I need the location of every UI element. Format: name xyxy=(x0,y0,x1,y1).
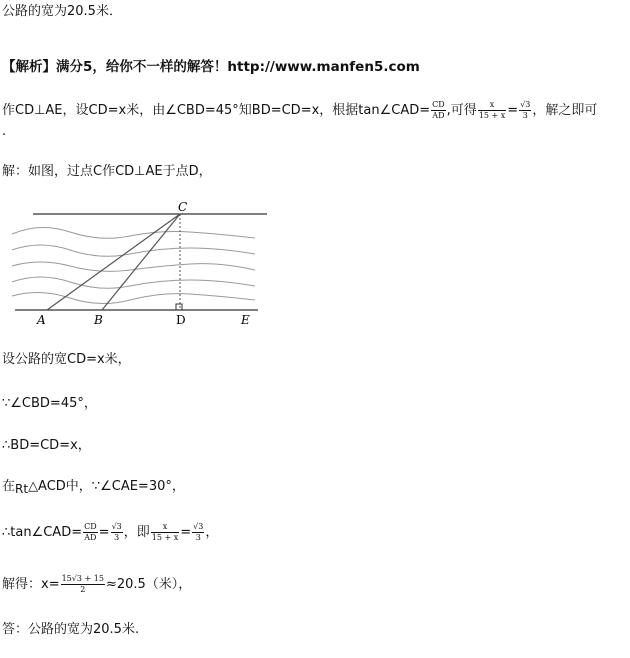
step-1: 设公路的宽CD=x米， xyxy=(2,352,131,367)
fraction-numerator: CD xyxy=(432,100,445,109)
fraction-cd-ad xyxy=(431,100,446,121)
fraction-denominator: 15 + x xyxy=(151,533,179,542)
step-6-a: 解得：x= xyxy=(2,577,60,592)
fraction-solution xyxy=(61,574,105,595)
step-4 xyxy=(2,478,185,495)
fraction-numerator: √3 xyxy=(111,522,122,531)
step-4-rt: Rt xyxy=(15,482,29,496)
step-6 xyxy=(2,574,191,595)
fraction-denominator: AD xyxy=(84,533,97,542)
fraction-numerator: √3 xyxy=(520,100,531,109)
step-5: ∴tan∠CAD= $\frac{CD}{AD}$ = $\frac{√3}{3}$ ，即 $\frac{x}{15 + x}$ = $\frac{√3}{3}$ ， xyxy=(2,522,219,542)
fraction-sqrt3-3 xyxy=(519,100,531,121)
step-6-b: ≈20.5（米）， xyxy=(105,577,192,592)
label-a: A xyxy=(37,313,46,327)
label-b: B xyxy=(94,313,103,327)
fraction-sqrt3-3-2 xyxy=(111,522,123,543)
fraction-numerator: √3 xyxy=(193,522,204,531)
fraction-numerator: x xyxy=(478,100,506,111)
analysis-paragraph: 作CD⊥AE，设CD=x米，由∠CBD=45°知BD=CD=x，根据tan∠CAD= $\frac{CD}{AD}$ ,可得 $\frac{x}{15 + x}$ = $\frac{√3}{3}$ ，解之即可 xyxy=(2,100,598,120)
step-5-a: ∴tan∠CAD= xyxy=(2,525,83,540)
step-5-c: ， xyxy=(205,525,219,540)
fraction-numerator: x xyxy=(151,522,179,533)
fraction-denominator: 3 xyxy=(195,533,201,542)
analysis-title: 【解析】满分5，给你不一样的解答！http://www.manfen5.com xyxy=(2,59,420,75)
analysis-text-1: 作CD⊥AE，设CD=x米，由∠CBD=45°知BD=CD=x，根据tan∠CAD= xyxy=(2,103,431,118)
fraction-denominator: 2 xyxy=(80,585,86,594)
analysis-text-3: ，解之即可 xyxy=(532,103,598,118)
river-waves xyxy=(12,227,255,303)
step-5-b: ，即 xyxy=(123,525,150,540)
final-answer: 答：公路的宽为20.5米. xyxy=(2,622,140,637)
solution-intro: 解：如图，过点C作CD⊥AE于点D， xyxy=(2,164,212,179)
step-2: ∵∠CBD=45°， xyxy=(2,396,97,411)
fraction-numerator: 15√3 + 15 xyxy=(61,574,104,583)
analysis-tail: . xyxy=(2,124,7,139)
label-c: C xyxy=(178,200,188,214)
fraction-denominator: 3 xyxy=(522,111,528,120)
fraction-cd-ad-2 xyxy=(83,522,98,543)
road-river-figure xyxy=(0,192,280,332)
analysis-text-2: ,可得 xyxy=(446,103,477,118)
label-e: E xyxy=(241,313,250,327)
right-angle-mark xyxy=(176,304,182,310)
fraction-x-15x xyxy=(478,100,506,121)
top-answer: 公路的宽为20.5米． xyxy=(2,4,122,19)
fraction-denominator: 3 xyxy=(114,533,120,542)
step-3: ∴BD=CD=x， xyxy=(2,438,91,453)
fraction-denominator: AD xyxy=(432,111,445,120)
fraction-numerator: CD xyxy=(84,522,97,531)
fraction-x-15x-2 xyxy=(151,522,179,543)
fraction-sqrt3-3-3 xyxy=(192,522,204,543)
step-4-rest: △ACD中，∵∠CAE=30°， xyxy=(28,479,185,494)
step-4-prefix: 在 xyxy=(2,479,16,494)
label-d: D xyxy=(176,313,186,327)
fraction-denominator: 15 + x xyxy=(478,111,506,120)
